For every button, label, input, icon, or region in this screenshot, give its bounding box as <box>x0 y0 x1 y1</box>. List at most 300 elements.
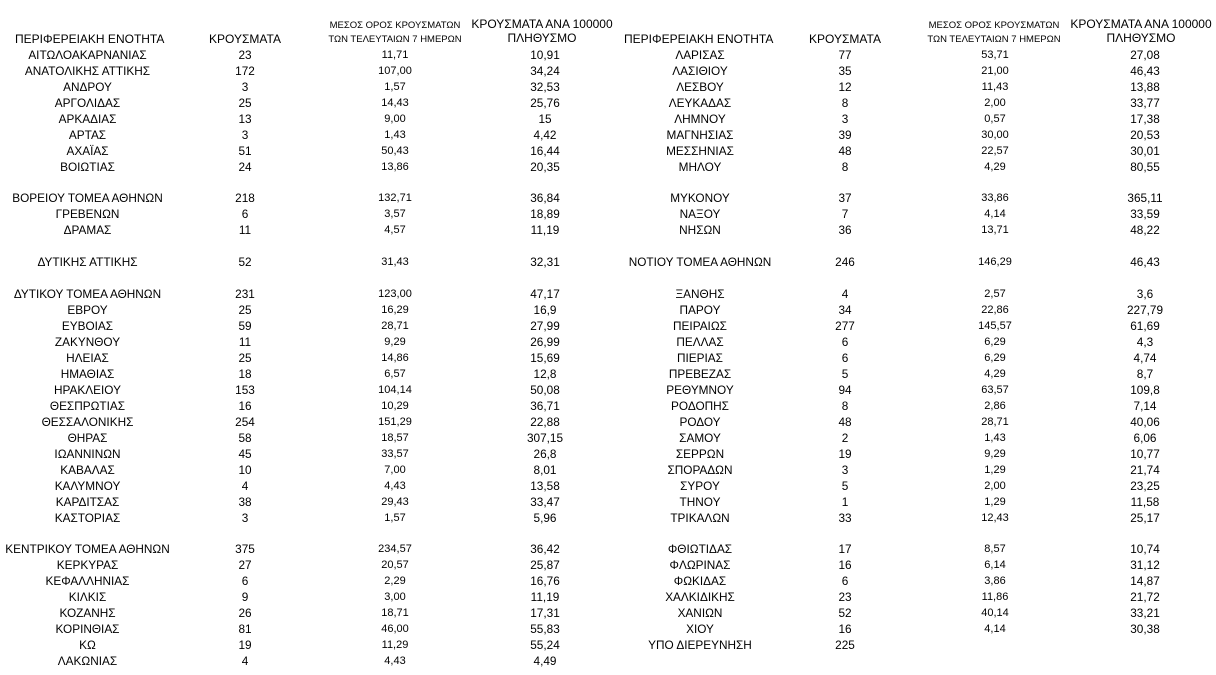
cases-value: 25 <box>238 96 252 110</box>
cases-value: 4 <box>241 654 249 668</box>
cases-value: 3 <box>241 128 249 142</box>
per100k-value: 36,42 <box>530 542 560 556</box>
cases-value: 4 <box>841 287 849 301</box>
per100k-value: 21,72 <box>1130 590 1160 604</box>
region-name: ΒΟΙΩΤΙΑΣ <box>60 160 115 174</box>
per100k-value: 27,99 <box>530 319 560 333</box>
region-name: ΛΑΡΙΣΑΣ <box>675 48 725 62</box>
per100k-value: 20,35 <box>530 160 560 174</box>
avg-value: 146,29 <box>978 256 1012 268</box>
avg-value: 8,57 <box>984 543 1006 555</box>
region-name: ΧΑΝΙΩΝ <box>677 606 723 620</box>
cases-value: 3 <box>841 463 849 477</box>
per100k-value: 34,24 <box>530 64 560 78</box>
right-header-avg-line1: ΜΕΣΟΣ ΟΡΟΣ ΚΡΟΥΣΜΑΤΩΝ <box>928 20 1060 31</box>
region-name: ΝΗΣΩΝ <box>679 223 721 237</box>
right-table-row <box>0 334 1216 350</box>
region-name: ΛΕΣΒΟΥ <box>676 80 724 94</box>
per100k-value: 23,25 <box>1130 479 1160 493</box>
per100k-value: 33,77 <box>1130 96 1160 110</box>
cases-value: 34 <box>838 303 852 317</box>
avg-value: 2,00 <box>984 480 1006 492</box>
avg-value: 1,29 <box>984 496 1006 508</box>
right-table-row <box>0 366 1216 382</box>
per100k-value: 13,58 <box>530 479 560 493</box>
cases-value: 48 <box>838 415 852 429</box>
avg-value: 7,00 <box>384 464 406 476</box>
right-table-row <box>0 318 1216 334</box>
cases-value: 51 <box>238 144 252 158</box>
avg-value: 1,43 <box>384 129 406 141</box>
per100k-value: 15 <box>538 112 552 126</box>
region-name: ΔΡΑΜΑΣ <box>63 223 112 237</box>
per100k-value: 20,53 <box>1130 128 1160 142</box>
per100k-value: 14,87 <box>1130 574 1160 588</box>
avg-value: 13,86 <box>381 161 409 173</box>
avg-value: 1,43 <box>984 432 1006 444</box>
cases-value: 18 <box>238 367 252 381</box>
avg-value: 11,43 <box>981 81 1009 93</box>
region-name: ΘΗΡΑΣ <box>67 431 108 445</box>
right-table-row <box>0 605 1216 621</box>
cases-value: 9 <box>241 590 249 604</box>
region-name: ΗΛΕΙΑΣ <box>66 351 109 365</box>
right-table-row <box>0 159 1216 175</box>
right-table-row <box>0 95 1216 111</box>
region-name: ΣΥΡΟΥ <box>680 479 720 493</box>
region-name: ΠΙΕΡΙΑΣ <box>677 351 723 365</box>
cases-value: 77 <box>838 48 852 62</box>
cases-value: 2 <box>841 431 849 445</box>
avg-value: 16,29 <box>381 304 409 316</box>
cases-value: 59 <box>238 319 252 333</box>
avg-value: 6,57 <box>384 368 406 380</box>
right-table-row <box>0 510 1216 526</box>
region-name: ΡΟΔΟΥ <box>679 415 721 429</box>
region-name: ΚΑΣΤΟΡΙΑΣ <box>54 511 121 525</box>
per100k-value: 7,14 <box>1133 399 1157 413</box>
right-table-row <box>0 478 1216 494</box>
left-header-region: ΠΕΡΙΦΕΡΕΙΑΚΗ ΕΝΟΤΗΤΑ <box>15 32 165 46</box>
avg-value: 6,29 <box>984 352 1006 364</box>
region-name: ΑΡΚΑΔΙΑΣ <box>58 112 117 126</box>
per100k-value: 4,49 <box>533 654 557 668</box>
cases-value: 246 <box>835 255 855 269</box>
per100k-value: 25,87 <box>530 558 560 572</box>
region-name: ΙΩΑΝΝΙΝΩΝ <box>54 447 121 461</box>
region-name: ΥΠΟ ΔΙΕΡΕΥΝΗΣΗ <box>648 638 752 652</box>
per100k-value: 4,74 <box>1133 351 1157 365</box>
right-table-row <box>0 190 1216 206</box>
cases-value: 45 <box>238 447 252 461</box>
cases-value: 6 <box>841 574 849 588</box>
avg-value: 40,14 <box>981 607 1009 619</box>
per100k-value: 40,06 <box>1130 415 1160 429</box>
avg-value: 132,71 <box>378 192 412 204</box>
per100k-value: 10,74 <box>1130 542 1160 556</box>
region-name: ΚΑΡΔΙΤΣΑΣ <box>55 495 120 509</box>
cases-value: 27 <box>238 558 252 572</box>
avg-value: 2,00 <box>984 97 1006 109</box>
right-header-per100k-line1: ΚΡΟΥΣΜΑΤΑ ΑΝΑ 100000 <box>1070 17 1212 31</box>
right-table-row <box>0 143 1216 159</box>
avg-value: 4,57 <box>384 224 406 236</box>
right-table-row <box>0 398 1216 414</box>
right-table-row <box>0 462 1216 478</box>
right-table-row <box>0 589 1216 605</box>
left-header-cases: ΚΡΟΥΣΜΑΤΑ <box>209 32 281 46</box>
cases-value: 8 <box>841 160 849 174</box>
per100k-value: 16,76 <box>530 574 560 588</box>
cases-value: 6 <box>241 207 249 221</box>
cases-value: 153 <box>235 383 255 397</box>
cases-value: 23 <box>838 590 852 604</box>
region-name: ΣΕΡΡΩΝ <box>675 447 725 461</box>
right-table-row <box>0 286 1216 302</box>
right-table-row <box>0 47 1216 63</box>
avg-value: 22,86 <box>981 304 1009 316</box>
per100k-value: 47,17 <box>530 287 560 301</box>
cases-value: 23 <box>238 48 252 62</box>
cases-value: 3 <box>241 80 249 94</box>
cases-value: 3 <box>841 112 849 126</box>
avg-value: 2,29 <box>384 575 406 587</box>
per100k-value: 3,6 <box>1136 287 1154 301</box>
per100k-value: 48,22 <box>1130 223 1160 237</box>
per100k-value: 30,38 <box>1130 622 1160 636</box>
right-table-row <box>0 494 1216 510</box>
left-header-per100k-line1: ΚΡΟΥΣΜΑΤΑ ΑΝΑ 100000 <box>471 17 613 31</box>
avg-value: 46,00 <box>381 623 409 635</box>
region-name: ΤΡΙΚΑΛΩΝ <box>670 511 730 525</box>
avg-value: 4,43 <box>384 480 406 492</box>
avg-value: 4,29 <box>984 368 1006 380</box>
region-name: ΞΑΝΘΗΣ <box>675 287 725 301</box>
region-name: ΑΝΑΤΟΛΙΚΗΣ ΑΤΤΙΚΗΣ <box>24 64 151 78</box>
cases-value: 17 <box>838 542 852 556</box>
region-name: ΠΡΕΒΕΖΑΣ <box>668 367 732 381</box>
right-table-row <box>0 111 1216 127</box>
region-name: ΚΑΒΑΛΑΣ <box>60 463 115 477</box>
cases-value: 25 <box>238 351 252 365</box>
per100k-value: 61,69 <box>1130 319 1160 333</box>
per100k-value: 12,8 <box>533 367 557 381</box>
cases-value: 52 <box>838 606 852 620</box>
cases-value: 6 <box>841 335 849 349</box>
right-table-row <box>0 302 1216 318</box>
right-header-per100k <box>1066 17 1216 45</box>
per100k-value: 15,69 <box>530 351 560 365</box>
per100k-value: 6,06 <box>1133 431 1157 445</box>
cases-value: 6 <box>841 351 849 365</box>
avg-value: 28,71 <box>381 320 409 332</box>
cases-value: 37 <box>838 191 852 205</box>
region-name: ΚΑΛΥΜΝΟΥ <box>54 479 121 493</box>
per100k-value: 11,19 <box>530 590 560 604</box>
per100k-value: 33,59 <box>1130 207 1160 221</box>
region-name: ΡΕΘΥΜΝΟΥ <box>666 383 734 397</box>
cases-value: 39 <box>838 128 852 142</box>
cases-value: 38 <box>238 495 252 509</box>
region-name: ΑΡΤΑΣ <box>68 128 107 142</box>
per100k-value: 25,17 <box>1130 511 1160 525</box>
cases-value: 35 <box>838 64 852 78</box>
region-name: ΑΝΔΡΟΥ <box>63 80 112 94</box>
cases-value: 12 <box>838 80 852 94</box>
per100k-value: 11,19 <box>530 223 560 237</box>
region-name: ΓΡΕΒΕΝΩΝ <box>55 207 120 221</box>
avg-value: 104,14 <box>378 384 412 396</box>
per100k-value: 55,24 <box>530 638 560 652</box>
region-name: ΗΡΑΚΛΕΙΟΥ <box>54 383 121 397</box>
right-table-row <box>0 573 1216 589</box>
avg-value: 4,14 <box>984 623 1006 635</box>
per100k-value: 33,47 <box>530 495 560 509</box>
cases-value: 52 <box>238 255 252 269</box>
region-name: ΑΙΤΩΛΟΑΚΑΡΝΑΝΙΑΣ <box>28 48 147 62</box>
cases-value: 231 <box>235 287 255 301</box>
avg-value: 9,29 <box>384 336 406 348</box>
avg-value: 4,29 <box>984 161 1006 173</box>
region-name: ΛΗΜΝΟΥ <box>674 112 726 126</box>
left-table-row <box>0 653 1216 669</box>
per100k-value: 10,77 <box>1130 447 1160 461</box>
region-name: ΦΛΩΡΙΝΑΣ <box>669 558 731 572</box>
left-header-avg <box>315 19 475 47</box>
per100k-value: 365,11 <box>1127 191 1163 205</box>
per100k-value: 5,96 <box>533 511 557 525</box>
cases-value: 16 <box>838 558 852 572</box>
cases-value: 7 <box>841 207 849 221</box>
avg-value: 234,57 <box>378 543 412 555</box>
avg-value: 145,57 <box>978 320 1012 332</box>
region-name: ΔΥΤΙΚΗΣ ΑΤΤΙΚΗΣ <box>37 255 138 269</box>
per100k-value: 46,43 <box>1130 64 1160 78</box>
region-name: ΜΗΛΟΥ <box>678 160 722 174</box>
right-header-avg-line2: ΤΩΝ ΤΕΛΕΥΤΑΙΩΝ 7 ΗΜΕΡΩΝ <box>927 34 1061 45</box>
cases-value: 6 <box>241 574 249 588</box>
region-name: ΠΕΙΡΑΙΩΣ <box>673 319 727 333</box>
right-table-row <box>0 79 1216 95</box>
cases-value: 94 <box>838 383 852 397</box>
right-table-row <box>0 414 1216 430</box>
cases-value: 36 <box>838 223 852 237</box>
avg-value: 53,71 <box>981 49 1009 61</box>
per100k-value: 8,7 <box>1136 367 1154 381</box>
cases-value: 33 <box>838 511 852 525</box>
right-header-avg <box>914 19 1074 47</box>
per100k-value <box>1080 637 1210 653</box>
region-name: ΕΥΒΟΙΑΣ <box>61 319 114 333</box>
cases-value: 172 <box>235 64 255 78</box>
avg-value: 22,57 <box>981 145 1009 157</box>
region-name: ΜΑΓΝΗΣΙΑΣ <box>666 128 734 142</box>
region-name: ΚΟΡΙΝΘΙΑΣ <box>55 622 120 636</box>
cases-value: 8 <box>841 399 849 413</box>
cases-value: 5 <box>841 479 849 493</box>
per100k-value: 25,76 <box>530 96 560 110</box>
per100k-value: 4,3 <box>1136 335 1154 349</box>
avg-value: 3,57 <box>384 208 406 220</box>
avg-value: 21,00 <box>981 65 1009 77</box>
region-name: ΘΕΣΠΡΩΤΙΑΣ <box>49 399 126 413</box>
right-header-cases: ΚΡΟΥΣΜΑΤΑ <box>809 32 881 46</box>
right-table-row <box>0 254 1216 270</box>
per100k-value: 109,8 <box>1130 383 1160 397</box>
region-name: ΠΕΛΛΑΣ <box>676 335 724 349</box>
per100k-value: 80,55 <box>1130 160 1160 174</box>
region-name: ΚΕΡΚΥΡΑΣ <box>56 558 119 572</box>
cases-value: 225 <box>835 638 855 652</box>
avg-value: 10,29 <box>381 400 409 412</box>
cases-value: 26 <box>238 606 252 620</box>
per100k-value: 30,01 <box>1130 144 1160 158</box>
region-name: ΗΜΑΘΙΑΣ <box>60 367 115 381</box>
avg-value: 0,57 <box>984 113 1006 125</box>
avg-value: 30,00 <box>981 129 1009 141</box>
cases-value: 19 <box>238 638 252 652</box>
cases-value: 25 <box>238 303 252 317</box>
avg-value: 18,57 <box>381 432 409 444</box>
cases-value: 13 <box>238 112 252 126</box>
avg-value: 28,71 <box>981 416 1009 428</box>
avg-value: 4,14 <box>984 208 1006 220</box>
region-name: ΚΕΦΑΛΛΗΝΙΑΣ <box>45 574 130 588</box>
per100k-value: 4,42 <box>533 128 557 142</box>
region-name: ΛΑΚΩΝΙΑΣ <box>57 654 118 668</box>
right-table-row <box>0 382 1216 398</box>
region-name: ΘΕΣΣΑΛΟΝΙΚΗΣ <box>41 415 134 429</box>
avg-value: 9,29 <box>984 448 1006 460</box>
per100k-value: 16,44 <box>530 144 560 158</box>
per100k-value: 46,43 <box>1130 255 1160 269</box>
per100k-value: 21,74 <box>1130 463 1160 477</box>
per100k-value: 50,08 <box>530 383 560 397</box>
cases-value: 81 <box>238 622 252 636</box>
right-table-row <box>0 206 1216 222</box>
region-name: ΠΑΡΟΥ <box>679 303 721 317</box>
right-header-region: ΠΕΡΙΦΕΡΕΙΑΚΗ ΕΝΟΤΗΤΑ <box>624 32 774 46</box>
avg-value: 2,86 <box>984 400 1006 412</box>
region-name: ΣΠΟΡΑΔΩΝ <box>667 463 733 477</box>
cases-value: 16 <box>238 399 252 413</box>
region-name: ΖΑΚΥΝΘΟΥ <box>54 335 121 349</box>
cases-value: 16 <box>838 622 852 636</box>
per100k-value: 26,99 <box>530 335 560 349</box>
region-name: ΜΕΣΣΗΝΙΑΣ <box>666 144 734 158</box>
avg-value: 11,86 <box>981 591 1009 603</box>
region-name: ΛΑΣΙΘΙΟΥ <box>672 64 728 78</box>
region-name: ΧΙΟΥ <box>686 622 714 636</box>
per100k-value: 16,9 <box>533 303 557 317</box>
per100k-value: 11,58 <box>1130 495 1160 509</box>
cases-value: 1 <box>841 495 849 509</box>
per100k-value: 27,08 <box>1130 48 1160 62</box>
left-header-avg-line2: ΤΩΝ ΤΕΛΕΥΤΑΙΩΝ 7 ΗΜΕΡΩΝ <box>328 34 462 45</box>
per100k-value: 17,38 <box>1130 112 1160 126</box>
region-name: ΑΧΑΪΑΣ <box>66 144 109 158</box>
avg-value: 20,57 <box>381 559 409 571</box>
per100k-value: 13,88 <box>1130 80 1160 94</box>
per100k-value: 36,71 <box>530 399 560 413</box>
region-name: ΚΟΖΑΝΗΣ <box>59 606 116 620</box>
region-name: ΔΥΤΙΚΟΥ ΤΟΜΕΑ ΑΘΗΝΩΝ <box>13 287 162 301</box>
left-header-per100k-line2: ΠΛΗΘΥΣΜΟ <box>507 31 577 45</box>
right-table-row <box>0 222 1216 238</box>
region-name: ΝΟΤΙΟΥ ΤΟΜΕΑ ΑΘΗΝΩΝ <box>628 255 772 269</box>
avg-value: 123,00 <box>378 288 412 300</box>
right-table-row <box>0 541 1216 557</box>
avg-value: 63,57 <box>981 384 1009 396</box>
avg-value: 29,43 <box>381 496 409 508</box>
right-table-row <box>0 557 1216 573</box>
per100k-value: 10,91 <box>530 48 560 62</box>
right-table-row <box>0 446 1216 462</box>
per100k-value: 32,31 <box>530 255 560 269</box>
region-name: ΛΕΥΚΑΔΑΣ <box>668 96 732 110</box>
per100k-value: 33,21 <box>1130 606 1160 620</box>
avg-value: 4,43 <box>384 655 406 667</box>
cases-value: 218 <box>235 191 255 205</box>
avg-value: 50,43 <box>381 145 409 157</box>
per100k-value: 26,8 <box>533 447 557 461</box>
right-table-row <box>0 350 1216 366</box>
avg-value: 151,29 <box>378 416 412 428</box>
avg-value: 14,86 <box>381 352 409 364</box>
avg-value: 3,86 <box>984 575 1006 587</box>
per100k-value: 8,01 <box>533 463 557 477</box>
cases-value: 277 <box>835 319 855 333</box>
cases-value: 5 <box>841 367 849 381</box>
region-name: ΚΙΛΚΙΣ <box>68 590 107 604</box>
avg-value: 31,43 <box>381 256 409 268</box>
per100k-value: 31,12 <box>1130 558 1160 572</box>
avg-value: 2,57 <box>984 288 1006 300</box>
right-table-row <box>0 621 1216 637</box>
cases-value: 11 <box>238 335 252 349</box>
per100k-value: 307,15 <box>526 431 564 445</box>
right-table-row <box>0 127 1216 143</box>
cases-value: 10 <box>238 463 252 477</box>
region-name: ΕΒΡΟΥ <box>67 303 108 317</box>
per100k-value: 22,88 <box>530 415 560 429</box>
region-name: ΒΟΡΕΙΟΥ ΤΟΜΕΑ ΑΘΗΝΩΝ <box>12 191 163 205</box>
avg-value: 14,43 <box>381 97 409 109</box>
avg-value: 1,57 <box>384 512 406 524</box>
avg-value: 18,71 <box>381 607 409 619</box>
per100k-value: 17,31 <box>530 606 560 620</box>
cases-value: 254 <box>235 415 255 429</box>
per100k-value: 32,53 <box>530 80 560 94</box>
cases-value: 4 <box>241 479 249 493</box>
per100k-value: 227,79 <box>1126 303 1164 317</box>
cases-value: 8 <box>841 96 849 110</box>
region-name: ΑΡΓΟΛΙΔΑΣ <box>54 96 121 110</box>
cases-value: 19 <box>838 447 852 461</box>
region-name: ΣΑΜΟΥ <box>679 431 721 445</box>
avg-value: 107,00 <box>378 65 412 77</box>
avg-value: 12,43 <box>981 512 1009 524</box>
cases-value: 3 <box>241 511 249 525</box>
region-name: ΡΟΔΟΠΗΣ <box>671 399 729 413</box>
avg-value: 6,14 <box>984 559 1006 571</box>
avg-value: 33,57 <box>381 448 409 460</box>
region-name: ΝΑΞΟΥ <box>679 207 721 221</box>
region-name: ΚΩ <box>79 638 96 652</box>
avg-value: 1,57 <box>384 81 406 93</box>
left-header-avg-line1: ΜΕΣΟΣ ΟΡΟΣ ΚΡΟΥΣΜΑΤΩΝ <box>329 20 461 31</box>
right-table-row <box>0 430 1216 446</box>
